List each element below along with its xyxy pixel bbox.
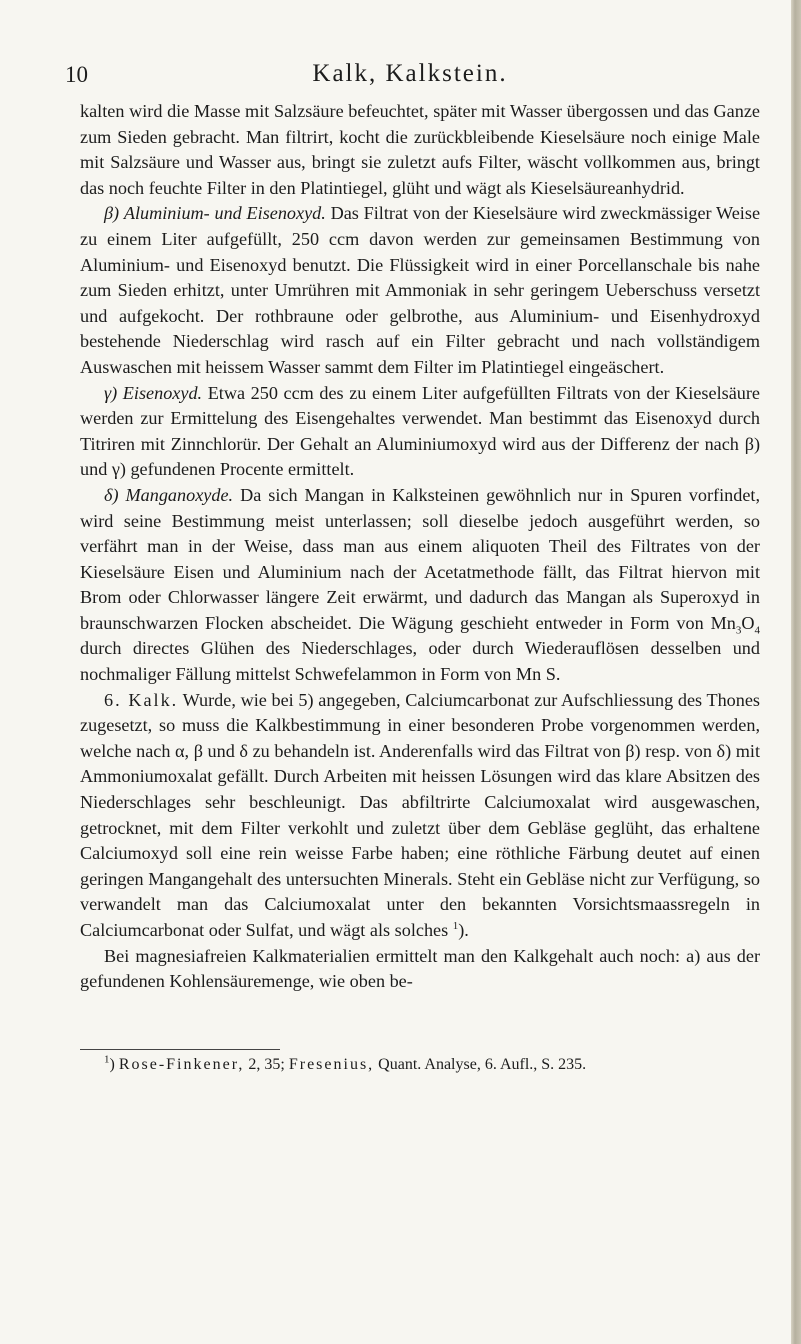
- paragraph-manganoxyde: [80, 483, 760, 688]
- section-label-delta: δ) Manganoxyde.: [104, 484, 234, 505]
- footnote-rule: [80, 1049, 280, 1050]
- paragraph-text: durch directes Glühen des Niederschlages, oder durch Wiederauflösen desselben und nochmaliger Fällung mittelst Schwefelammon in Form von Mn S.: [80, 638, 760, 685]
- footnote-author: Rose-Finkener,: [118, 1056, 245, 1073]
- paragraph-text: Da sich Mangan in Kalksteinen gewöhnlich nur in Spuren vorfindet, wird seine Bestimmung meist unterlassen; soll dieselbe jedoch ausgeführt werden, so verfährt man in der Weise, dass man aus einem aliquoten Theil des Filtrates von der Kieselsäure Eisen und Aluminium nach der Acetatmethode fällt, das Filtrat hiervon mit Brom oder Chlorwasser längere Zeit erwärmt, und dadurch das Mangan als Superoxyd in braunschwarzen Flocken abscheidet. Die Wägung geschieht entweder in Form von Mn: [80, 484, 760, 633]
- running-title: Kalk, Kalkstein.: [312, 60, 508, 87]
- paragraph-text: Etwa 250 ccm des zu einem Liter aufgefüllten Filtrats von der Kieselsäure werden zur Ermittelung des Eisengehaltes verwendet. Man bestimmt das Eisenoxyd durch Titriren mit Zinnchlorür. Der Gehalt an Aluminiumoxyd wird aus der Differenz der nach β) und γ) gefundenen Procente ermittelt.: [80, 382, 760, 480]
- paragraph-text-end: ).: [458, 920, 469, 940]
- paragraph-aluminium-eisenoxyd: [80, 201, 760, 380]
- paragraph-magnesiafrei: Bei magnesiafreien Kalkmaterialien ermittelt man den Kalkgehalt auch noch: a) aus der gefundenen Kohlensäuremenge, wie oben be-: [80, 945, 760, 992]
- paragraph-eisenoxyd: [80, 381, 760, 483]
- body-text: [80, 99, 760, 995]
- section-label-gamma: γ) Eisenoxyd.: [104, 382, 203, 403]
- page-header: [60, 60, 760, 90]
- formula-part: O: [741, 612, 755, 633]
- section-label-kalk: 6. Kalk.: [104, 689, 179, 710]
- footnote-text: 2, 35;: [244, 1056, 289, 1073]
- footnote-text: Quant. Analyse, 6. Aufl., S. 235.: [374, 1056, 587, 1073]
- page-edge: [791, 0, 801, 1344]
- footnote-reference: 1: [452, 919, 459, 932]
- subscript: 4: [754, 624, 760, 637]
- footnote-marker: 1: [104, 1053, 110, 1066]
- subscript: 3: [735, 624, 742, 637]
- page-number: 10: [65, 62, 88, 87]
- paragraph-kalk: [80, 688, 760, 944]
- paragraph-silica: kalten wird die Masse mit Salzsäure befeuchtet, später mit Wasser übergossen und das Ganze zum Sieden gebracht. Man filtrirt, kocht die zurückbleibende Kieselsäure noch einige Male mit Salzsäure und Wasser aus, bringt sie zuletzt aufs Filter, wäscht vollkommen aus, bringt das noch feuchte Filter in den Platintiegel, glüht und wägt als Kieselsäureanhydrid.: [80, 101, 760, 198]
- paragraph-text: Das Filtrat von der Kieselsäure wird zweckmässiger Weise zu einem Liter aufgefüllt, 250 ccm davon werden zur gemeinsamen Bestimmung von Aluminium- und Eisenoxyd benutzt. Die Flüssigkeit wird in einer Porcellanschale bis nahe zum Sieden erhitzt, unter Umrühren mit Ammoniak in sehr geringem Ueberschuss versetzt und aufgekocht. Der rothbraune oder gelbrothe, aus Aluminium- und Eisenhydroxyd bestehende Niederschlag wird rasch auf ein Filter gebracht und nach vollständigem Auswaschen mit heissem Wasser sammt dem Filter im Platintiegel eingeäschert.: [80, 203, 761, 377]
- footnote: $^1$) Rose-Finkener, 2, 35; Fresenius, Quant. Analyse, 6. Aufl., S. 235.: [104, 1053, 587, 1073]
- section-label-beta: β) Aluminium- und Eisenoxyd.: [104, 203, 326, 224]
- paragraph-text: Wurde, wie bei 5) angegeben, Calciumcarbonat zur Aufschliessung des Thones zugesetzt, so muss die Kalkbestimmung in einer besonderen Probe vorgenommen werden, welche nach α, β und δ zu behandeln ist. Anderenfalls wird das Filtrat von β) resp. von δ) mit Ammoniumoxalat gefällt. Durch Arbeiten mit heissen Lösungen wird das klare Absitzen des Niederschlages sehr beschleunigt. Das abfiltrirte Calciumoxalat wird ausgewaschen, getrocknet, mit dem Filter verkohlt und zuletzt über dem Gebläse geglüht, das erhaltene Calciumoxyd soll eine rein weisse Farbe haben; eine röthliche Färbung deutet auf einen geringen Mangangehalt des untersuchten Minerals. Steht ein Gebläse nicht zur Verfügung, so verwandelt man das Calciumoxalat unter den bekannten Vorsichtsmaassregeln in Calciumcarbonat oder Sulfat, und wägt als solches: [80, 689, 761, 940]
- footnote-author: Fresenius,: [288, 1056, 375, 1073]
